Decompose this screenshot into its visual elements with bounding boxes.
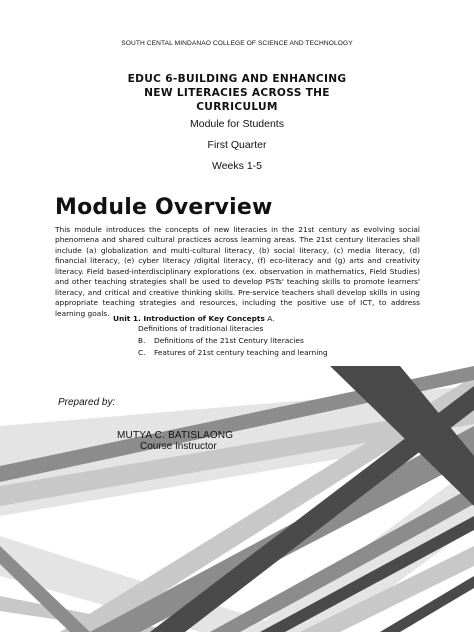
unit-item-c-text: Features of 21st century teaching and learning xyxy=(154,348,328,357)
unit-item-a-text: Definitions of traditional literacies xyxy=(138,324,264,333)
unit-item-b-letter: B. xyxy=(138,336,146,345)
unit-item-c xyxy=(138,348,328,357)
module-overview-heading: Module Overview xyxy=(55,195,273,220)
unit-item-a-letter: A. xyxy=(267,314,275,323)
course-title-line-1: EDUC 6-BUILDING AND ENHANCING xyxy=(127,73,347,85)
weeks-label: Weeks 1-5 xyxy=(212,160,262,172)
author-name: MUTYA C. BATISLAONG xyxy=(117,430,234,441)
unit-item-b-text: Definitions of the 21st Century literacies xyxy=(154,336,304,345)
school-name: SOUTH CENTAL MINDANAO COLLEGE OF SCIENCE AND TECHNOLOGY xyxy=(121,40,353,47)
quarter-label: First Quarter xyxy=(207,139,267,151)
unit-item-a xyxy=(138,324,263,333)
unit-heading xyxy=(113,314,275,323)
unit-item-c-letter: C. xyxy=(138,348,146,357)
module-for-students: Module for Students xyxy=(190,118,284,130)
unit-item-b xyxy=(138,336,304,345)
course-title-line-3: CURRICULUM xyxy=(196,101,278,114)
author-role: Course Instructor xyxy=(140,441,217,452)
course-title xyxy=(100,72,374,115)
prepared-by-label: Prepared by: xyxy=(58,397,116,408)
module-overview-text: This module introduces the concepts of new literacies in the 21st century as evolving social phenomena and shared cultural practices across learning areas. The 21st century literacies shall include (a) globalization and multi-cultural literacy, (b) social literacy, (c) media literacy, (d) financial literacy, (e) cyber literacy /digital literacy, (f) eco-literacy and (g) arts and creativity literacy. Field based-interdisciplinary explorations (ex. observation in mathematics, Field Studies) and other teaching strategies shall be used to develop PSTs' teaching skills to promote learners' literacy, and critical and creative thinking skills. Pre-service teachers shall develop skills in using appropriate teaching strategies and resources, including the positive use of ICT, to address learning goals. xyxy=(55,225,420,318)
course-title-line-2: NEW LITERACIES ACROSS THE xyxy=(144,87,330,100)
unit-label: Unit 1. Introduction of Key Concepts xyxy=(113,314,265,323)
